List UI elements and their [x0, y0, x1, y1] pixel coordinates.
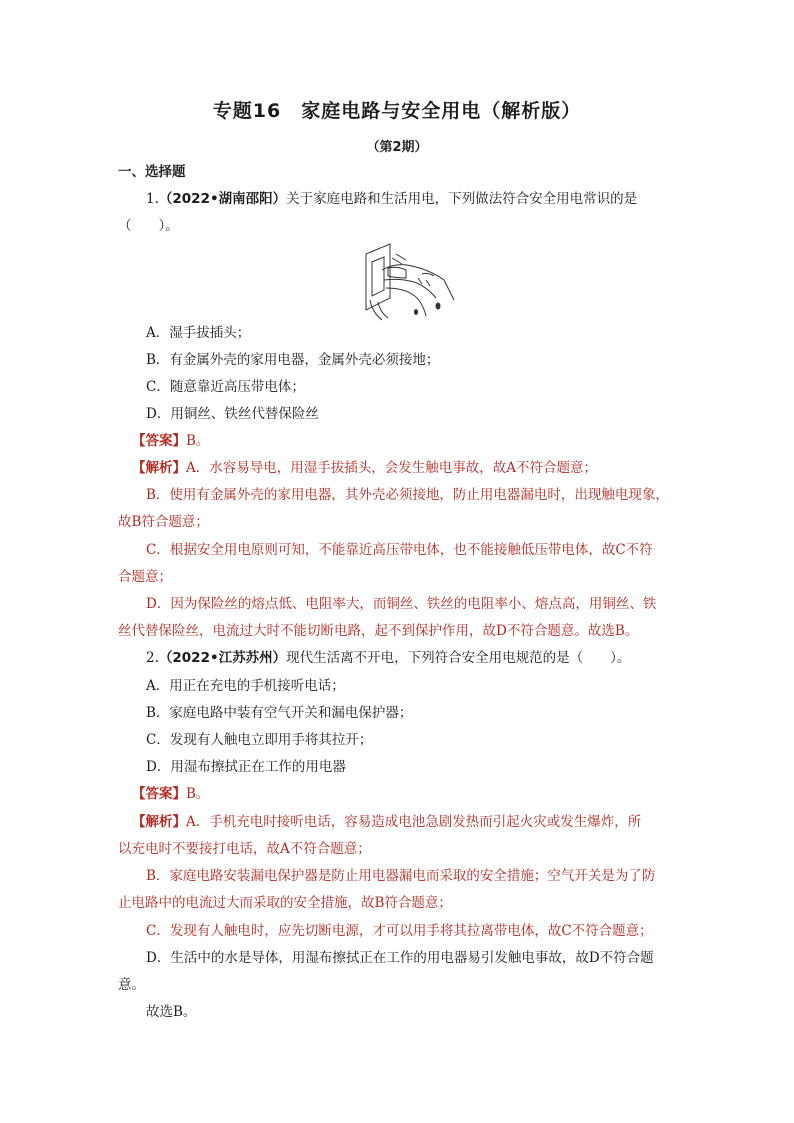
analysis-line: [132, 812, 702, 832]
analysis-text: D．因为保险丝的熔点低、电阻率大，而铜丝、铁丝的电阻率小、熔点高，用铜丝、铁: [146, 596, 657, 612]
question-number: 1.: [146, 191, 159, 207]
page-title: 专题16 家庭电路与安全用电（解析版）: [212, 100, 582, 122]
analysis-text: B．家庭电路安装漏电保护器是防止用电器漏电而采取的安全措施；空气开关是为了防: [146, 868, 656, 884]
analysis-text: 止电路中的电流过大而采取的安全措施，故B符合题意；: [118, 895, 452, 911]
answer-value: B。: [186, 786, 210, 802]
conclusion-text: 故选B。: [146, 1004, 197, 1020]
question-2-stem: [146, 648, 716, 668]
option-b: B．有金属外壳的家用电器，金属外壳必须接地；: [146, 352, 440, 368]
option-d: D．用湿布擦拭正在工作的用电器: [146, 759, 346, 775]
option-b: B．家庭电路中装有空气开关和漏电保护器；: [146, 705, 413, 721]
question-text: 现代生活离不开电，下列符合安全用电规范的是（ ）。: [286, 650, 631, 666]
analysis-text: C．发现有人触电时，应先切断电源，才可以用手将其拉离带电体，故C不符合题意；: [146, 923, 653, 939]
question-number: 2.: [146, 650, 159, 666]
analysis-label: 【解析】: [132, 814, 186, 830]
question-source: （2022•江苏苏州）: [158, 650, 287, 666]
section-heading: 一、选择题: [118, 164, 186, 180]
question-source: （2022•湖南邵阳）: [158, 191, 287, 207]
analysis-text: A．水容易导电，用湿手拔插头，会发生触电事故，故A不符合题意；: [186, 460, 597, 476]
option-c: C．随意靠近高压带电体；: [146, 379, 305, 395]
issue-label: （第2期）: [366, 140, 428, 155]
wet-hand-plug-illustration: [352, 240, 462, 322]
analysis-text: B．使用有金属外壳的家用电器，其外壳必须接地，防止用电器漏电时，出现触电现象，: [146, 487, 669, 503]
analysis-text: 以充电时不要接打电话，故A不符合题意；: [118, 841, 371, 857]
analysis-label: 【解析】: [132, 460, 186, 476]
option-c: C．发现有人触电立即用手将其拉开；: [146, 732, 373, 748]
analysis-text: 丝代替保险丝，电流过大时不能切断电路，起不到保护作用，故D不符合题意。故选B。: [118, 623, 639, 639]
option-a: A．用正在充电的手机接听电话；: [146, 678, 345, 694]
analysis-text: A．手机充电时接听电话，容易造成电池急剧发热而引起火灾或发生爆炸，所: [186, 814, 642, 830]
answer-line: [132, 784, 702, 804]
answer-value: B。: [186, 433, 210, 449]
analysis-text: 故B符合题意；: [118, 514, 209, 530]
plug-icon: [388, 267, 406, 278]
analysis-text: C．根据安全用电原则可知，不能靠近高压带电体，也不能接触低压带电体，故C不符: [146, 542, 653, 558]
analysis-text: 合题意；: [118, 569, 172, 585]
question-1-blank: （ ）。: [118, 218, 179, 234]
question-text: 关于家庭电路和生活用电，下列做法符合安全用电常识的是: [286, 191, 638, 207]
answer-label: 【答案】: [132, 433, 186, 449]
answer-line: [132, 431, 702, 451]
option-d: D．用铜丝、铁丝代替保险丝: [146, 406, 319, 422]
analysis-line: [132, 458, 702, 478]
answer-label: 【答案】: [132, 786, 186, 802]
option-a: A．湿手拔插头；: [146, 325, 251, 341]
analysis-text: D．生活中的水是导体，用湿布擦拭正在工作的用电器易引发触电事故，故D不符合题: [146, 950, 654, 966]
question-1-stem: [146, 189, 716, 209]
analysis-text: 意。: [118, 977, 145, 993]
